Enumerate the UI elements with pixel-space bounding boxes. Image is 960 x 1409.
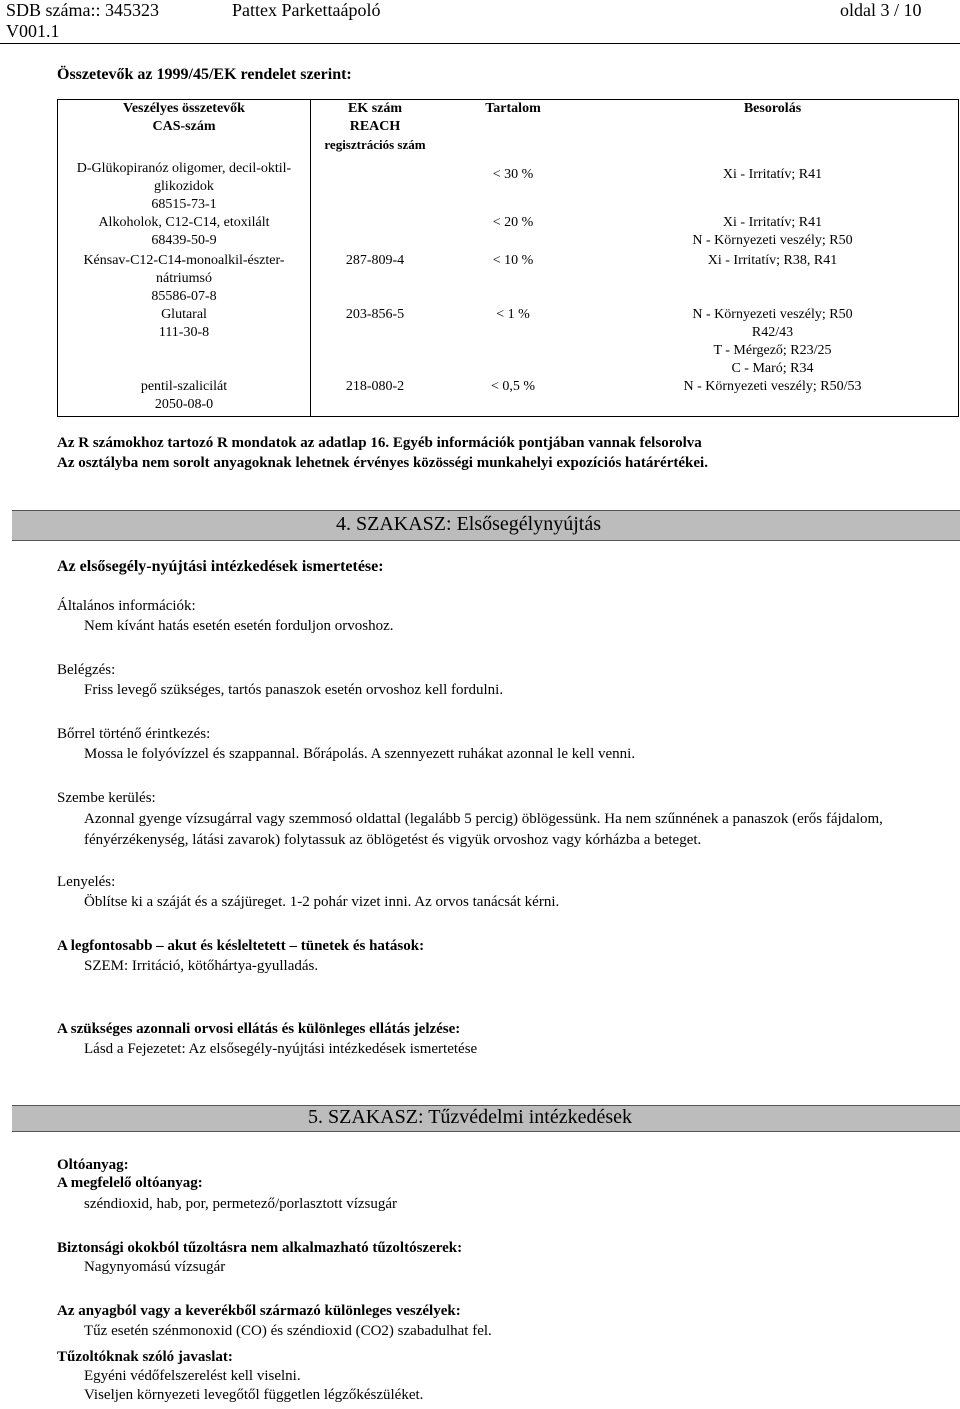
section5-title: 5. SZAKASZ: Tűzvédelmi intézkedések — [308, 1106, 633, 1128]
ingestion-label: Lenyelés: — [57, 874, 116, 890]
inhalation-label: Belégzés: — [57, 662, 116, 678]
col-header-reg: regisztrációs szám — [324, 137, 426, 152]
col-header-ec: EK szám — [347, 101, 403, 116]
classification: R42/43 — [751, 325, 794, 340]
header-rule — [0, 43, 960, 44]
ingredient-name: D-Glükopiranóz oligomer, decil-oktil- — [76, 161, 292, 176]
composition-table — [57, 99, 959, 417]
suitable-media-text: széndioxid, hab, por, permetező/porlasztott vízsugár — [84, 1196, 398, 1212]
medical-care-label: A szükséges azonnali orvosi ellátás és különleges ellátás jelzése: — [57, 1021, 461, 1037]
extinguishing-media-label: Oltóanyag: — [57, 1157, 129, 1173]
version: V001.1 — [6, 21, 60, 41]
content-value: < 30 % — [492, 167, 534, 182]
cas-number: 111-30-8 — [158, 325, 210, 340]
table-row — [58, 160, 959, 214]
firefighter-advice-label: Tűzoltóknak szóló javaslat: — [57, 1349, 233, 1365]
cas-number: 68439-50-9 — [151, 233, 217, 248]
skin-contact-label: Bőrrel történő érintkezés: — [57, 726, 211, 742]
col-header-ingredients: Veszélyes összetevők — [123, 101, 245, 116]
unsuitable-media-label: Biztonsági okokból tűzoltásra nem alkalmazható tűzoltószerek: — [57, 1240, 463, 1256]
col-header-reach: REACH — [349, 119, 401, 134]
general-info-label: Általános információk: — [57, 598, 196, 614]
unsuitable-media-text: Nagynyomású vízsugár — [84, 1259, 226, 1275]
ingredient-name: Kénsav-C12-C14-monoalkil-észter- — [83, 253, 285, 268]
special-hazards-label: Az anyagból vagy a keverékből származó különleges veszélyek: — [57, 1303, 461, 1319]
col-header-classification: Besorolás — [743, 101, 802, 116]
table-header-row — [58, 100, 959, 161]
ingredient-name: pentil-szalicilát — [140, 379, 228, 394]
ec-number: 203-856-5 — [345, 307, 405, 322]
content-value: < 1 % — [496, 307, 530, 322]
ingredient-name: Alkoholok, C12-C14, etoxilált — [98, 215, 270, 230]
col-header-content: Tartalom — [485, 101, 541, 116]
content-value: < 10 % — [492, 253, 534, 268]
exposure-note: Az osztályba nem sorolt anyagoknak lehetnek érvényes közösségi munkahelyi expozíciós határértékei. — [57, 455, 708, 471]
ingredient-name-cont: glikozidok — [154, 179, 214, 194]
cas-number: 2050-08-0 — [154, 397, 214, 412]
composition-title: Összetevők az 1999/45/EK rendelet szerint: — [57, 66, 352, 83]
classification: Xi - Irritatív; R38, R41 — [707, 253, 838, 268]
ec-number: 287-809-4 — [345, 253, 405, 268]
classification: N - Környezeti veszély; R50/53 — [683, 379, 862, 394]
special-hazards-text: Tűz esetén szénmonoxid (CO) és széndioxid (CO2) szabadulhat fel. — [84, 1323, 492, 1339]
skin-contact-text: Mossa le folyóvízzel és szappannal. Bőrápolás. A szennyezett ruhákat azonnal le kell venni. — [84, 746, 636, 762]
classification: N - Környezeti veszély; R50 — [692, 307, 853, 322]
table-row — [58, 306, 959, 378]
suitable-media-label: A megfelelő oltóanyag: — [57, 1175, 203, 1191]
section4-title: 4. SZAKASZ: Elsősegélynyújtás — [336, 513, 601, 535]
ec-number: 218-080-2 — [345, 379, 405, 394]
content-value: < 20 % — [492, 215, 534, 230]
product-name: Pattex Parkettaápoló — [232, 0, 381, 20]
firefighter-advice-text-1: Egyéni védőfelszerelést kell viselni. — [84, 1368, 301, 1384]
table-row — [58, 252, 959, 306]
page-number: oldal 3 / 10 — [840, 0, 922, 20]
classification: Xi - Irritatív; R41 — [722, 167, 823, 182]
r-phrases-note: Az R számokhoz tartozó R mondatok az adatlap 16. Egyéb információk pontjában vannak felsorolva — [57, 435, 702, 451]
symptoms-label: A legfontosabb – akut és késleltetett – tünetek és hatások: — [57, 938, 425, 954]
medical-care-text: Lásd a Fejezetet: Az elsősegély-nyújtási intézkedések ismertetése — [84, 1041, 478, 1057]
inhalation-text: Friss levegő szükséges, tartós panaszok esetén orvoshoz kell fordulni. — [84, 682, 504, 698]
classification: N - Környezeti veszély; R50 — [692, 233, 853, 248]
eye-contact-label: Szembe kerülés: — [57, 790, 156, 806]
cas-number: 85586-07-8 — [151, 289, 217, 304]
ingestion-text: Öblítse ki a száját és a szájüreget. 1-2 pohár vizet inni. Az orvos tanácsát kérni. — [84, 894, 560, 910]
cas-number: 68515-73-1 — [151, 197, 217, 212]
eye-contact-text: Azonnal gyenge vízsugárral vagy szemmosó oldattal (legalább 5 percig) öblögessünk. Ha nem szűnnének a panaszok (erős fájdalom, fényérzékenység, látási zavarok) folytassuk az öblögetést és vigyük orvoshoz vagy kórházba a beteget. — [84, 811, 883, 848]
table-row — [58, 214, 959, 252]
classification: T - Mérgező; R23/25 — [713, 343, 832, 358]
col-header-cas: CAS-szám — [152, 119, 216, 134]
classification: Xi - Irritatív; R41 — [722, 215, 823, 230]
ingredient-name: Glutaral — [161, 307, 207, 322]
firefighter-advice-text-2: Viseljen környezeti levegőtől független légzőkészüléket. — [84, 1387, 424, 1403]
section4-subtitle: Az elsősegély-nyújtási intézkedések ismertetése: — [57, 558, 384, 575]
content-value: < 0,5 % — [490, 379, 536, 394]
classification: C - Maró; R34 — [731, 361, 814, 376]
table-row — [58, 378, 959, 417]
symptoms-text: SZEM: Irritáció, kötőhártya-gyulladás. — [84, 958, 319, 974]
sdb-number: SDB száma:: 345323 — [6, 0, 159, 20]
ingredient-name-cont: nátriumsó — [156, 271, 212, 286]
general-info-text: Nem kívánt hatás esetén esetén forduljon orvoshoz. — [84, 618, 394, 634]
